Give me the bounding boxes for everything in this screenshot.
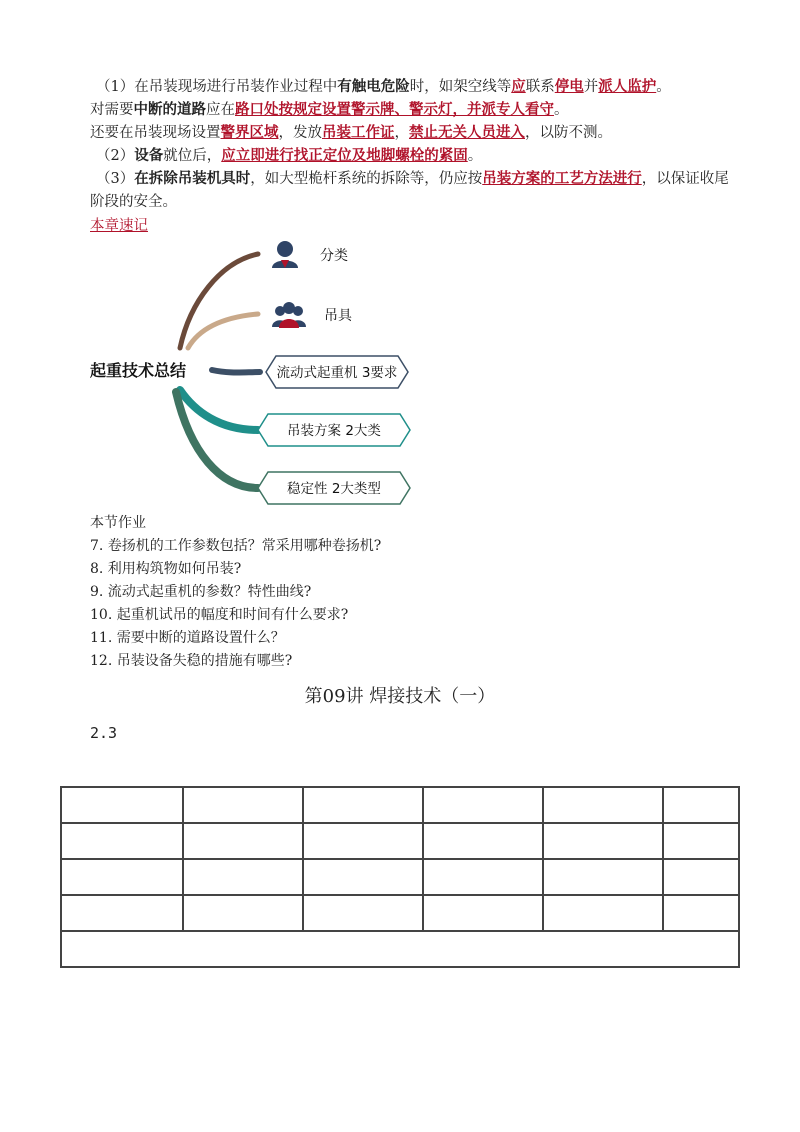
table-row [61, 823, 739, 859]
paragraph-equipment: （2）设备就位后，应立即进行找正定位及地脚螺栓的紧固。 [96, 147, 483, 164]
table-cell [61, 823, 183, 859]
table-cell [543, 859, 663, 895]
homework-item: 9. 流动式起重机的参数？特性曲线? [90, 584, 312, 600]
table-cell [543, 823, 663, 859]
person-icon [272, 241, 298, 268]
table-cell [423, 859, 543, 895]
paragraph-dismantle: （3）在拆除吊装机具时，如大型桅杆系统的拆除等，仍应按吊装方案的工艺方法进行，以保证收尾 [96, 170, 729, 187]
homework-item: 7. 卷扬机的工作参数包括？常采用哪种卷扬机? [90, 538, 382, 554]
table-row [61, 859, 739, 895]
table-cell [543, 787, 663, 823]
table-row [61, 895, 739, 931]
homework-title: 本节作业 [90, 515, 146, 531]
table-cell [303, 859, 423, 895]
table-cell-merged [61, 931, 739, 967]
table-cell [183, 895, 303, 931]
homework-item: 11. 需要中断的道路设置什么？ [90, 630, 285, 646]
mind-map [80, 232, 440, 512]
group-icon [272, 302, 306, 328]
branch-curve-stability [176, 392, 258, 488]
section-number: 2.3 [90, 724, 118, 742]
table-cell [303, 895, 423, 931]
paragraph-warning-zone: 还要在吊装现场设置警界区域，发放吊装工作证，禁止无关人员进入，以防不测。 [90, 124, 612, 141]
mindmap-center-label: 起重技术总结 [90, 361, 187, 380]
homework-item: 12. 吊装设备失稳的措施有哪些? [90, 653, 293, 669]
paragraph-dismantle-line2: 阶段的安全。 [90, 194, 177, 210]
branch-curve-crane [212, 370, 260, 373]
table-cell [423, 787, 543, 823]
table-cell [423, 895, 543, 931]
table-cell [663, 895, 739, 931]
table-cell [663, 787, 739, 823]
homework-item: 10. 起重机试吊的幅度和时间有什么要求? [90, 607, 349, 623]
table-row [61, 787, 739, 823]
branch-curve-classification [180, 254, 258, 348]
paragraph-power-line: （1）在吊装现场进行吊装作业过程中有触电危险时，如架空线等应联系停电并派人监护。 [96, 78, 671, 95]
table-cell [61, 859, 183, 895]
table-cell [183, 823, 303, 859]
branch-curve-rigging [188, 314, 258, 348]
branch-curve-plan [180, 390, 258, 430]
lecture-title: 第09讲 焊接技术（一） [304, 686, 496, 707]
table-cell [61, 895, 183, 931]
table-cell [543, 895, 663, 931]
branch-label-plan: 吊装方案 2大类 [287, 423, 381, 439]
branch-label-stability: 稳定性 2大类型 [287, 481, 381, 497]
table-cell [303, 823, 423, 859]
homework-item: 8. 利用构筑物如何吊装? [90, 561, 242, 577]
table-cell [61, 787, 183, 823]
chapter-quick-note-link[interactable]: 本章速记 [90, 218, 148, 234]
paragraph-road: 对需要中断的道路应在路口处按规定设置警示牌、警示灯，并派专人看守。 [90, 101, 569, 118]
table-cell [303, 787, 423, 823]
table-cell [663, 859, 739, 895]
table-cell [423, 823, 543, 859]
table-row [61, 931, 739, 967]
branch-label-crane: 流动式起重机 3要求 [276, 365, 398, 381]
table-cell [183, 859, 303, 895]
table-cell [183, 787, 303, 823]
empty-table [60, 786, 740, 968]
branch-label-classification: 分类 [320, 248, 348, 264]
table-cell [663, 823, 739, 859]
branch-label-rigging: 吊具 [324, 308, 352, 324]
